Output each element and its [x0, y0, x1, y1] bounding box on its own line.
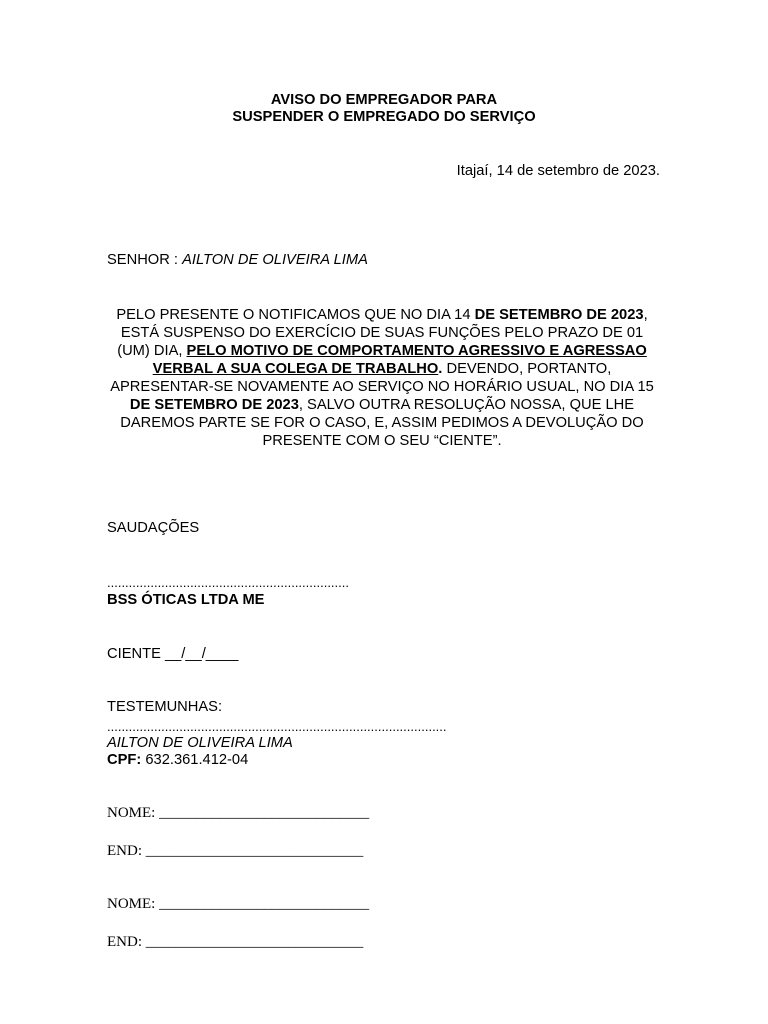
witness-cpf: [107, 752, 248, 769]
field-label: END:: [107, 843, 146, 859]
body-text-4: , SALVO OUTRA RESOLUÇÃO NOSSA, QUE LHE DAREMOS PARTE SE FOR O CASO, E, ASSIM PEDIMOS A DEVOLUÇÃO DO PRESENTE COM O SEU “CIENTE”.: [120, 397, 644, 449]
notice-body: [107, 306, 657, 450]
witness-signature-line: ..............................................................................................: [107, 719, 447, 734]
body-text-2: , ESTÁ SUSPENSO DO EXERCÍCIO DE SUAS FUNÇÕES PELO PRAZO DE 01 (UM) DIA,: [117, 307, 648, 359]
salutation-prefix: SENHOR :: [107, 252, 183, 268]
employer-signature-line: ...................................................................: [107, 575, 349, 590]
field-label: NOME:: [107, 805, 160, 821]
field-blank: _____________________________: [145, 934, 364, 950]
closing: SAUDAÇÕES: [107, 520, 200, 536]
field-label: NOME:: [107, 896, 160, 912]
employer-company: BSS ÓTICAS LTDA ME: [107, 592, 265, 608]
witness-1-name-field: [107, 805, 369, 822]
document-title-line-1: AVISO DO EMPREGADOR PARA: [270, 92, 498, 108]
ciente-line: CIENTE __/__/____: [107, 646, 239, 662]
witness-1-address-field: [107, 843, 363, 860]
salutation: [107, 252, 368, 269]
date-line: Itajaí, 14 de setembro de 2023.: [456, 163, 660, 179]
body-reason: PELO MOTIVO DE COMPORTAMENTO AGRESSIVO E AGRESSAO VERBAL A SUA COLEGA DE TRABALHO: [152, 343, 647, 377]
witness-2-name-field: [107, 896, 369, 913]
field-blank: _____________________________: [145, 843, 364, 859]
field-label: END:: [107, 934, 146, 950]
field-blank: ____________________________: [159, 805, 370, 821]
employee-name: AILTON DE OLIVEIRA LIMA: [182, 252, 368, 268]
cpf-value: 632.361.412-04: [141, 752, 249, 768]
document-title-line-2: SUSPENDER O EMPREGADO DO SERVIÇO: [232, 109, 536, 125]
body-text-3: DEVENDO, PORTANTO, APRESENTAR-SE NOVAMENTE AO SERVIÇO NO HORÁRIO USUAL, NO DIA 15: [110, 361, 654, 395]
body-period: .: [438, 361, 443, 377]
witness-name: AILTON DE OLIVEIRA LIMA: [107, 735, 293, 751]
body-date-1: DE SETEMBRO DE 2023: [474, 307, 644, 323]
body-text-1: PELO PRESENTE O NOTIFICAMOS QUE NO DIA 14: [116, 307, 475, 323]
witness-2-address-field: [107, 934, 363, 951]
witnesses-label: TESTEMUNHAS:: [107, 699, 223, 715]
body-date-2: DE SETEMBRO DE 2023: [129, 397, 299, 413]
field-blank: ____________________________: [159, 896, 370, 912]
cpf-label: CPF:: [107, 752, 142, 768]
